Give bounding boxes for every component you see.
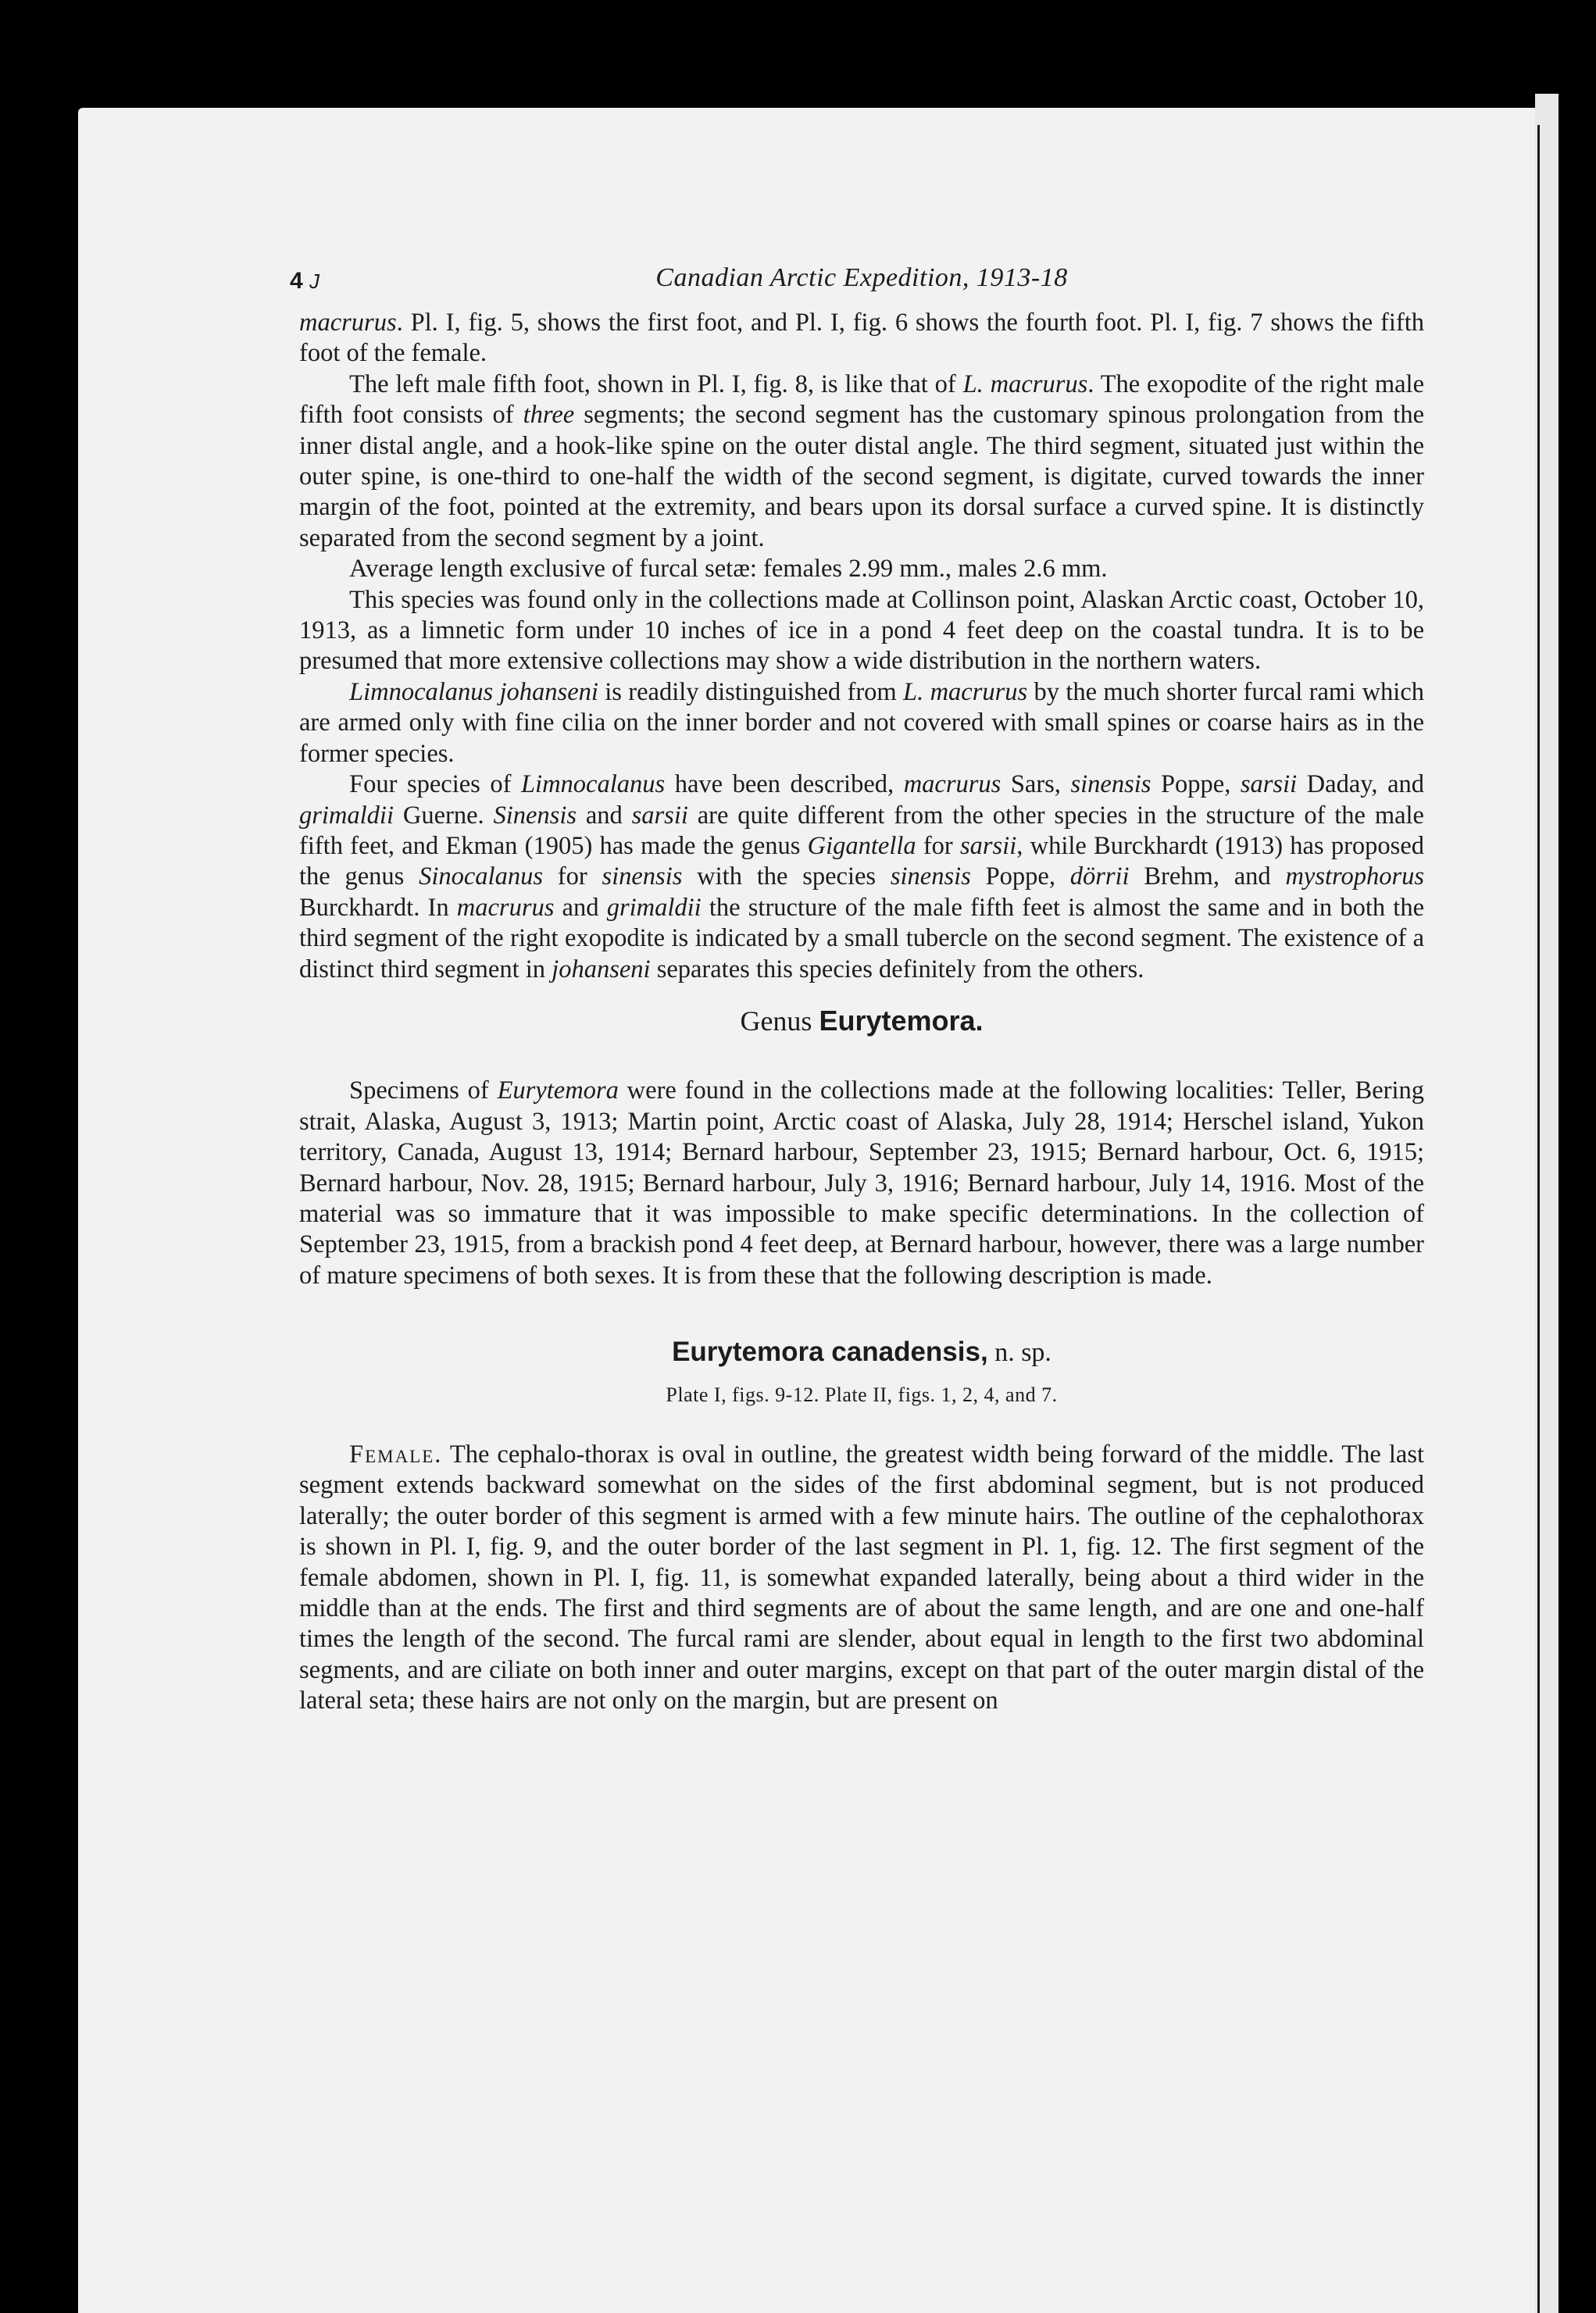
journal-title: Canadian Arctic Expedition, 1913-18 xyxy=(655,263,1068,292)
text-run: Specimens of xyxy=(349,1076,498,1105)
text-run: are quite different from the other species in the structure of the male fifth feet, and Ekman (1905) has made the genus xyxy=(299,801,1424,860)
text-run: Four species of xyxy=(349,770,521,799)
italic-term: Sinocalanus xyxy=(419,862,543,891)
text-run: . Pl. I, fig. 5, shows the first foot, and Pl. I, fig. 6 shows the fourth foot. Pl. I, fig. 7 shows the fifth foot of the female. xyxy=(299,309,1424,368)
text-run: separates this species definitely from the others. xyxy=(650,955,1144,983)
italic-term: macrurus xyxy=(299,309,397,337)
page-number: 4 J xyxy=(290,268,320,294)
text-run: This species was found only in the collections made at Collinson point, Alaskan Arctic coast, October 10, 1913, as a limnetic form under 10 inches of ice in a pond 4 feet deep on the coastal tundra. It is to be presumed that more extensive collections may show a wide distribution in the northern waters. xyxy=(299,585,1424,676)
italic-term: Gigantella xyxy=(807,831,916,860)
italic-term: sarsii xyxy=(959,831,1017,860)
italic-term: dörrii xyxy=(1069,862,1130,891)
species-heading: Eurytemora canadensis, n. sp. xyxy=(672,1337,1052,1368)
text-run: the structure of the male fifth feet is almost the same and in both the third segment of the right exopodite is indicated by a small tubercle on the second segment. The existence of a distinct third segment in xyxy=(299,893,1424,983)
text-run: . The exopodite of the right male fifth foot consists of xyxy=(299,369,1424,430)
section-label: Female. xyxy=(349,1440,443,1469)
text-run: segments; the second segment has the customary spinous prolongation from the inner distal angle, and a hook-like spine on the outer distal angle. The third segment, situated just within the outer spine, is one-third to one-half the width of the second segment, is digitate, curved towards the inner margin of the foot, pointed at the extremity, and bears upon its dorsal surface a curved spine. It is distinctly separated from the second segment by a joint. xyxy=(299,401,1424,552)
text-run: Average length exclusive of furcal setæ: females 2.99 mm., males 2.6 mm. xyxy=(349,555,1108,584)
text-run: and xyxy=(577,801,632,830)
italic-term: sarsii xyxy=(631,801,688,830)
plates-reference: Plate I, figs. 9-12. Plate II, figs. 1, 2, 4, and 7. xyxy=(666,1383,1058,1406)
italic-term: johanseni xyxy=(552,955,651,983)
italic-term: Limnocalanus xyxy=(520,770,666,799)
text-run: Burckhardt. In xyxy=(299,893,457,922)
text-run: for xyxy=(542,862,602,891)
paragraph-4 xyxy=(299,585,1424,677)
italic-term: sinensis xyxy=(1070,770,1151,799)
italic-term: sarsii xyxy=(1240,770,1298,799)
italic-term: Sinensis xyxy=(493,801,577,830)
paragraph-7 xyxy=(299,1076,1424,1291)
paragraph-1 xyxy=(299,308,1424,369)
binding-line xyxy=(1537,125,1540,2313)
text-run: Guerne. xyxy=(394,801,494,830)
text-run: The left male fifth foot, shown in Pl. I, fig. 8, is like that of xyxy=(349,369,963,398)
italic-term: L. macrurus xyxy=(962,369,1088,398)
text-run: by the much shorter furcal rami which are armed only with fine cilia on the inner border and not covered with small spines or coarse hairs as in the former species. xyxy=(299,677,1424,768)
page-content xyxy=(290,258,1425,1717)
text-run: Brehm, and xyxy=(1129,862,1286,891)
text-run: have been described, xyxy=(665,770,904,799)
paragraph-3 xyxy=(299,554,1424,584)
paragraph-5 xyxy=(299,677,1424,769)
italic-term: Limnocalanus johanseni xyxy=(349,677,598,706)
running-head xyxy=(290,258,1424,308)
italic-term: mystrophorus xyxy=(1285,862,1425,891)
italic-term: sinensis xyxy=(602,862,683,891)
text-run: Poppe, xyxy=(1151,770,1241,799)
text-run: Daday, and xyxy=(1297,770,1424,799)
italic-term: grimaldii xyxy=(606,893,702,922)
italic-term: grimaldii xyxy=(299,801,394,830)
text-run: is readily distinguished from xyxy=(598,677,904,706)
text-run: The cephalo-thorax is oval in outline, the greatest width being forward of the middle. The last segment extends backward somewhat on the sides of the first abdominal segment, but is not produced laterally; the outer border of this segment is armed with a few minute hairs. The outline of the cephalothorax is shown in Pl. I, fig. 9, and the outer border of the last segment in Pl. 1, fig. 12. The first segment of the female abdomen, shown in Pl. I, fig. 11, is somewhat expanded laterally, being about a third wider in the middle than at the ends. The first and third segments are of about the same length, and are one and one-half times the length of the second. The furcal rami are slender, about equal in length to the first two abdominal segments, and are ciliate on both inner and outer margins, except on that part of the outer margin distal of the lateral seta; these hairs are not only on the margin, but are present on xyxy=(299,1440,1424,1715)
paragraph-2 xyxy=(299,369,1424,554)
italic-term: macrurus xyxy=(903,770,1002,799)
text-run: with the species xyxy=(682,862,891,891)
text-run: , while Burckhardt (1913) has proposed the genus xyxy=(299,831,1424,891)
italic-term: sinensis xyxy=(890,862,971,891)
italic-term: macrurus xyxy=(456,893,555,922)
text-run: were found in the collections made at the following localities: Teller, Bering strait, Alaska, August 3, 1913; Martin point, Arctic coast of Alaska, July 28, 1914; Herschel island, Yukon territory, Canada, August 13, 1914; Bernard harbour, September 23, 1915; Bernard harbour, Oct. 6, 1915; Bernard harbour, Nov. 28, 1915; Bernard harbour, July 3, 1916; Bernard harbour, July 14, 1916. Most of the material was so immature that it was impossible to make specific determinations. In the collection of September 23, 1915, from a brackish pond 4 feet deep, at Bernard harbour, however, there was a large number of mature specimens of both sexes. It is from these that the following description is made. xyxy=(299,1076,1424,1290)
text-run: Poppe, xyxy=(970,862,1070,891)
italic-term: Eurytemora xyxy=(497,1076,619,1105)
paragraph-8 xyxy=(299,1440,1424,1717)
text-run: and xyxy=(554,893,607,922)
paragraph-6 xyxy=(299,769,1424,985)
italic-term: L. macrurus xyxy=(903,677,1028,706)
text-run: for xyxy=(916,831,960,860)
italic-term: three xyxy=(523,401,575,430)
text-run: Sars, xyxy=(1001,770,1071,799)
genus-heading: Genus Eurytemora. xyxy=(740,1004,984,1037)
